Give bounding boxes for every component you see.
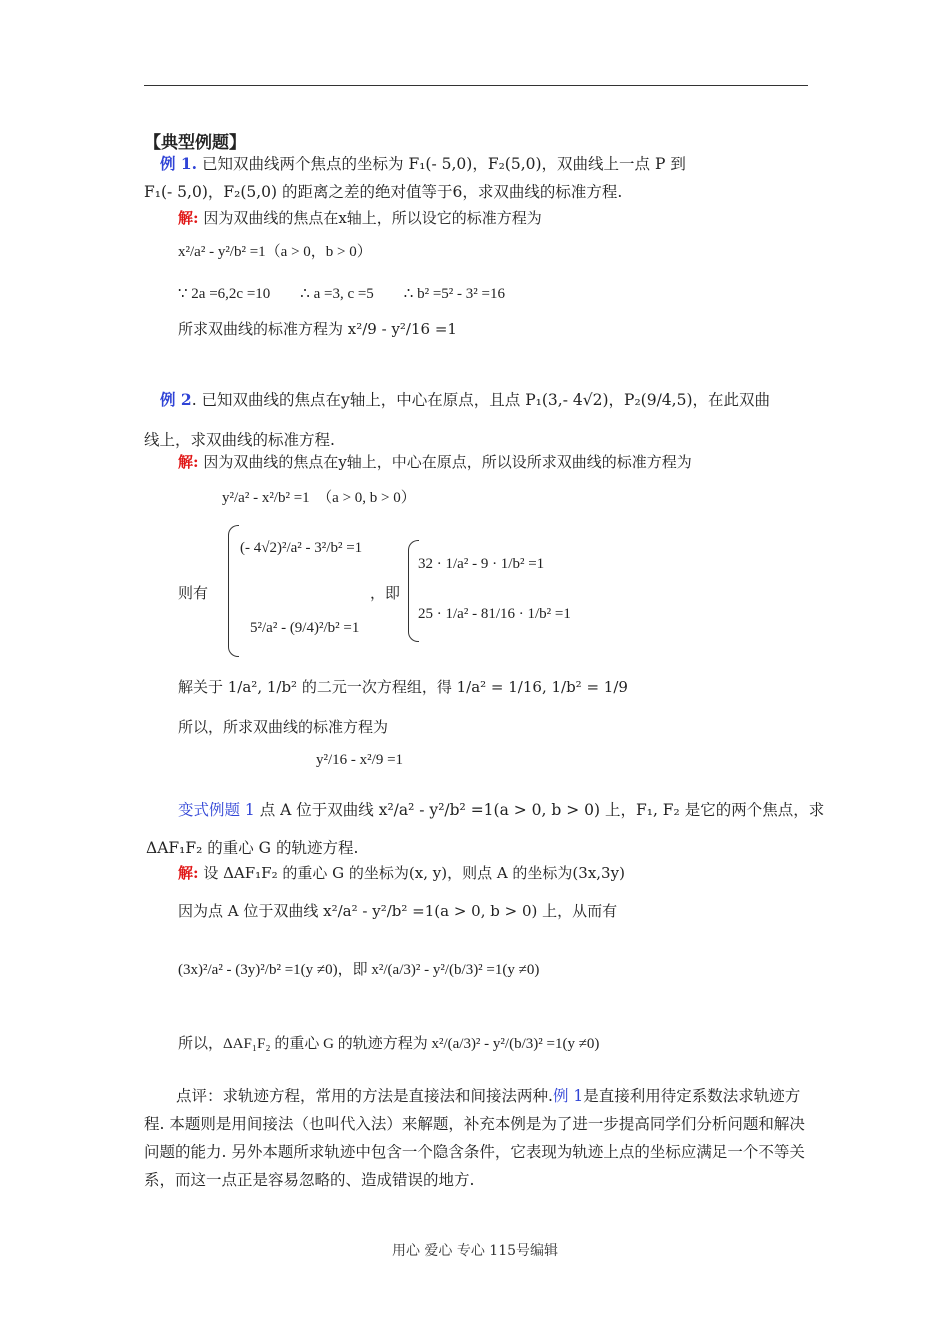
- var1-sol-text: 设 ΔAF₁F₂ 的重心 G 的坐标为(x, y)，则点 A 的坐标为(3x,3y): [203, 864, 625, 882]
- system1-brace: [228, 525, 239, 657]
- var1-sol-line4: 所以，ΔAF₁F₂ 的重心 G 的轨迹方程为 x²/(a/3)² - y²/(b/3)² =1(y ≠0): [178, 1036, 600, 1052]
- ex2-eq1: y²/a² - x²/b² =1 （a > 0, b > 0）: [222, 490, 416, 506]
- system2-eq-b: 25 · 1/a² - 81/16 · 1/b² =1: [418, 606, 571, 622]
- var1-sol-line2: 因为点 A 位于双曲线 x²/a² - y²/b² =1(a > 0, b > 0) 上，从而有: [178, 902, 618, 920]
- system1-eq-a: (- 4√2)²/a² - 3²/b² =1: [240, 540, 363, 556]
- page-footer: 用心 爱心 专心 115号编辑: [391, 1243, 559, 1259]
- var1-sol-line3: (3x)²/a² - (3y)²/b² =1(y ≠0)，即 x²/(a/3)² - y²/(b/3)² =1(y ≠0): [178, 962, 540, 978]
- ex1-text1: 已知双曲线两个焦点的坐标为 F₁(- 5,0)，F₂(5,0)，双曲线上一点 P 到: [202, 155, 686, 173]
- section-title: 【典型例题】: [144, 133, 246, 153]
- ex2-text1: . 已知双曲线的焦点在y轴上，中心在原点，且点 P₁(3,- 4√2)，P₂(9/4,5)，在此双曲: [191, 391, 770, 409]
- var1-solution-line1: [178, 862, 625, 883]
- ex1-answer: 所求双曲线的标准方程为 x²/9 - y²/16 =1: [178, 320, 457, 338]
- ex1-line1: [160, 152, 686, 174]
- var1-label: 变式例题 1: [178, 801, 255, 819]
- ex2-line2: 线上，求双曲线的标准方程.: [144, 431, 335, 449]
- var1-text1: 点 A 位于双曲线 x²/a² - y²/b² =1(a > 0, b > 0) 上，F₁, F₂ 是它的两个焦点，求: [259, 801, 825, 819]
- var1-line1: [178, 798, 824, 820]
- var1-line2: ΔAF₁F₂ 的重心 G 的轨迹方程.: [146, 839, 359, 857]
- ex2-so-line: 所以，所求双曲线的标准方程为: [178, 718, 389, 736]
- ex2-then-label: 则有: [178, 584, 209, 602]
- ex1-sol-text: 因为双曲线的焦点在x轴上，所以设它的标准方程为: [203, 209, 542, 227]
- header-rule: [144, 85, 808, 86]
- ex2-ie-label: ，即: [370, 584, 401, 602]
- ex1-label: 例 1.: [160, 154, 198, 173]
- ex1-sol-label: 解:: [178, 209, 199, 227]
- ex1-solution-line1: [178, 207, 542, 228]
- ex2-label: 例 2: [160, 390, 192, 409]
- ex2-line1: [160, 388, 770, 410]
- system1-eq-b: 5²/a² - (9/4)²/b² =1: [250, 620, 360, 636]
- comment-text-a: 点评：求轨迹方程，常用的方法是直接法和间接法两种.: [176, 1087, 553, 1105]
- ex2-sol-text: 因为双曲线的焦点在y轴上，中心在原点，所以设所求双曲线的标准方程为: [203, 453, 692, 471]
- system2-eq-a: 32 · 1/a² - 9 · 1/b² =1: [418, 556, 545, 572]
- ex1-line2: F₁(- 5,0)，F₂(5,0) 的距离之差的绝对值等于6，求双曲线的标准方程.: [144, 183, 623, 201]
- ex2-solution-line1: [178, 451, 692, 472]
- comment-text-b: 是直接利用待定系数法求轨迹方程. 本题则是用间接法（也叫代入法）来解题，补充本例是为了进一步提高同学们分析问题和解决问题的能力. 另外本题所求轨迹中包含一个隐含条件，它表现为轨迹上点的坐标应满足一个不等关系，而这一点正是容易忽略的、造成错误的地方.: [144, 1087, 805, 1189]
- ex2-sol-label: 解:: [178, 453, 199, 471]
- ex2-answer: y²/16 - x²/9 =1: [316, 752, 404, 768]
- ex1-eq2: ∵ 2a =6,2c =10 ∴ a =3, c =5 ∴ b² =5² - 3² =16: [178, 286, 506, 302]
- comment-ref: 例 1: [552, 1087, 584, 1105]
- comment-paragraph: [144, 1082, 810, 1194]
- ex1-eq1: x²/a² - y²/b² =1（a > 0，b > 0）: [178, 244, 372, 260]
- ex2-solve-line: 解关于 1/a², 1/b² 的二元一次方程组，得 1/a² = 1/16, 1/b² = 1/9: [178, 678, 628, 696]
- var1-sol-label: 解:: [178, 864, 199, 882]
